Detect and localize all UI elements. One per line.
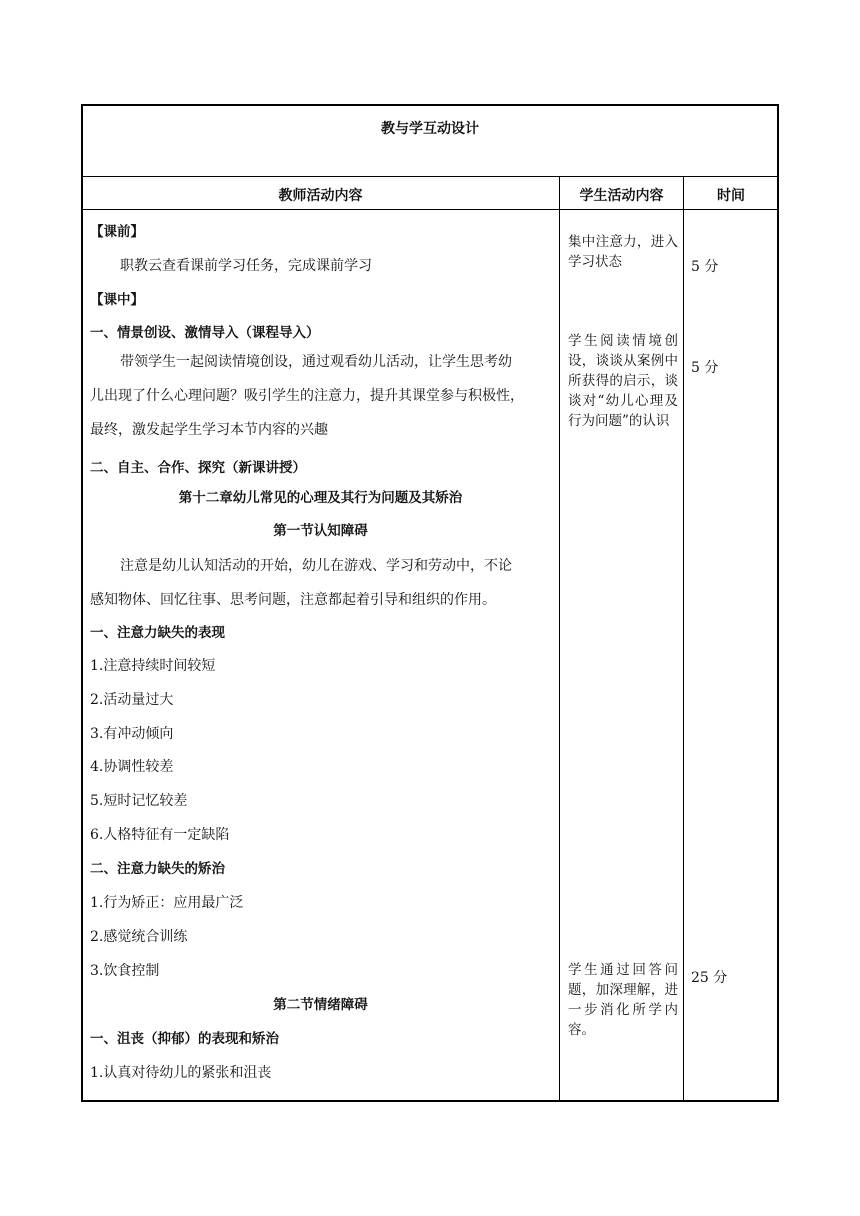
list-item: 1.行为矫正：应用最广泛 [90,895,244,911]
student-activity-1: 集中注意力，进入学习状态 [568,234,678,270]
time-value-3: 25 分 [691,970,728,986]
intro-line: 注意是幼儿认知活动的开始，幼儿在游戏、学习和劳动中，不论 [120,558,512,574]
part2-heading: 二、自主、合作、探究（新课讲授） [90,460,306,476]
list-item: 1.注意持续时间较短 [90,658,216,674]
pre-class-label: 【课前】 [90,224,144,240]
time-value-2: 5 分 [691,360,719,376]
header-time: 时间 [717,188,745,204]
list-item: 4.协调性较差 [90,759,174,775]
chapter-title: 第十二章幼儿常见的心理及其行为问题及其矫治 [178,490,463,506]
header-student-activity: 学生活动内容 [579,188,664,204]
part1-line: 最终，激发起学生学习本节内容的兴趣 [90,422,328,438]
list-item: 2.活动量过大 [90,692,174,708]
sub1-heading: 一、注意力缺失的表现 [90,625,225,641]
list-item: 3.有冲动倾向 [90,726,174,742]
header-row-divider [82,209,778,210]
pre-class-text: 职教云查看课前学习任务，完成课前学习 [120,258,372,274]
sub2-heading: 二、注意力缺失的矫治 [90,861,225,877]
list-item: 6.人格特征有一定缺陷 [90,827,230,843]
list-item: 1.认真对待幼儿的紧张和沮丧 [90,1065,272,1081]
list-item: 3.饮食控制 [90,963,160,979]
part1-line: 儿出现了什么心理问题？吸引学生的注意力，提升其课堂参与积极性， [90,388,524,404]
column-divider-teacher-student [559,177,560,1101]
sub3-heading: 一、沮丧（抑郁）的表现和矫治 [90,1031,279,1047]
column-divider-student-time [683,177,684,1101]
title-row-divider [82,176,778,177]
section1-title: 第一节认知障碍 [273,523,368,539]
in-class-label: 【课中】 [90,292,144,308]
part1-heading: 一、情景创设、激情导入（课程导入） [90,325,320,341]
list-item: 2.感觉统合训练 [90,929,188,945]
table-title: 教与学互动设计 [381,121,479,137]
section2-title: 第二节情绪障碍 [273,997,368,1013]
intro-line: 感知物体、回忆往事、思考问题，注意都起着引导和组织的作用。 [90,592,496,608]
header-teacher-activity: 教师活动内容 [278,188,363,204]
time-value-1: 5 分 [691,259,719,275]
student-activity-3: 学生通过回答问题，加深理解，进一步消化所学内容。 [568,962,678,1038]
student-activity-2: 学生阅读情境创设，谈谈从案例中所获得的启示，谈谈对“幼儿心理及行为问题”的认识 [568,333,678,429]
part1-line: 带领学生一起阅读情境创设，通过观看幼儿活动，让学生思考幼 [120,354,512,370]
list-item: 5.短时记忆较差 [90,793,188,809]
